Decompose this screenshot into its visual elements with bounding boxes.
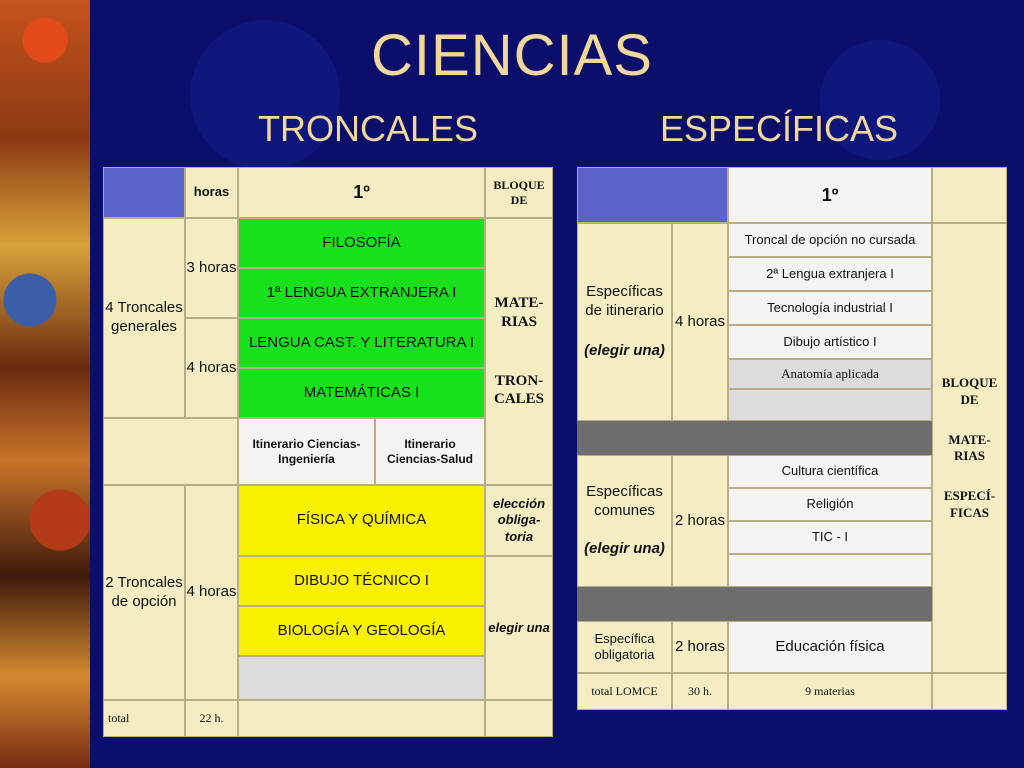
troncales-heading: TRONCALES bbox=[258, 108, 479, 149]
itinerario-ingenieria: Itinerario Ciencias-Ingeniería bbox=[238, 418, 375, 485]
subject-filosofia: FILOSOFÍA bbox=[238, 218, 485, 268]
troncales-table bbox=[103, 167, 553, 737]
itinerario-label-cell bbox=[577, 223, 672, 421]
elegir-una-label: (elegir una) bbox=[584, 342, 665, 360]
obligatoria-label: Específica obligatoria bbox=[577, 621, 672, 673]
especificas-table bbox=[577, 167, 1007, 710]
empty-subject bbox=[728, 389, 932, 421]
opcion-horas: 4 horas bbox=[185, 485, 238, 700]
separator-bar bbox=[577, 587, 932, 621]
subject-segunda-lengua: 2ª Lengua extranjera I bbox=[728, 257, 932, 291]
header-horas: horas bbox=[185, 167, 238, 218]
elegir-una: elegir una bbox=[485, 556, 553, 700]
horas-3: 3 horas bbox=[185, 218, 238, 318]
bloque-de: BLOQUE DE bbox=[941, 375, 998, 407]
elegir-una-label: (elegir una) bbox=[584, 540, 665, 558]
header-curso: 1º bbox=[238, 167, 485, 218]
total-horas: 22 h. bbox=[185, 700, 238, 737]
obligatoria-horas: 2 horas bbox=[672, 621, 728, 673]
bloque-troncales bbox=[485, 218, 553, 485]
bloque-materias: MATE- RIAS bbox=[948, 431, 991, 463]
table-corner bbox=[577, 167, 728, 223]
comunes-label-cell bbox=[577, 455, 672, 587]
header-empty bbox=[932, 167, 1007, 223]
subject-anatomia: Anatomía aplicada bbox=[728, 359, 932, 389]
empty-subject bbox=[728, 554, 932, 587]
total-materias: 9 materias bbox=[728, 673, 932, 710]
slide-title: CIENCIAS bbox=[371, 23, 653, 88]
subject-religion: Religión bbox=[728, 488, 932, 521]
subject-lengua-extranjera: 1ª LENGUA EXTRANJERA I bbox=[238, 268, 485, 318]
decorative-strip bbox=[0, 0, 90, 768]
total-empty bbox=[238, 700, 485, 737]
empty-subject bbox=[238, 656, 485, 700]
total-label: total LOMCE bbox=[577, 673, 672, 710]
opcion-label: 2 Troncales de opción bbox=[103, 485, 185, 700]
comunes-horas: 2 horas bbox=[672, 455, 728, 587]
header-bloque: BLOQUE DE bbox=[485, 167, 553, 218]
subject-lengua-castellana: LENGUA CAST. Y LITERATURA I bbox=[238, 318, 485, 368]
bloque-troncales-label: TRON- CALES bbox=[493, 372, 545, 408]
itinerario-salud: Itinerario Ciencias-Salud bbox=[375, 418, 485, 485]
total-empty bbox=[932, 673, 1007, 710]
total-horas: 30 h. bbox=[672, 673, 728, 710]
subject-matematicas: MATEMÁTICAS I bbox=[238, 368, 485, 418]
subject-cultura-cientifica: Cultura científica bbox=[728, 455, 932, 488]
subject-fisica-quimica: FÍSICA Y QUÍMICA bbox=[238, 485, 485, 556]
subject-biologia-geologia: BIOLOGÍA Y GEOLOGÍA bbox=[238, 606, 485, 656]
subject-tecnologia: Tecnología industrial I bbox=[728, 291, 932, 325]
eleccion-obligatoria: elección obliga- toria bbox=[485, 485, 553, 556]
empty-cell bbox=[103, 418, 238, 485]
comunes-label: Específicas comunes bbox=[586, 482, 663, 519]
horas-4: 4 horas bbox=[185, 318, 238, 418]
subject-educacion-fisica: Educación física bbox=[728, 621, 932, 673]
subject-troncal-opcion: Troncal de opción no cursada bbox=[728, 223, 932, 257]
total-empty bbox=[485, 700, 553, 737]
generales-label: 4 Troncales generales bbox=[103, 218, 185, 418]
subject-tic: TIC - I bbox=[728, 521, 932, 554]
itinerario-horas: 4 horas bbox=[672, 223, 728, 421]
especificas-heading: ESPECÍFICAS bbox=[660, 108, 899, 149]
separator-bar bbox=[577, 421, 932, 455]
itinerario-label: Específicas de itinerario bbox=[585, 282, 664, 319]
bloque-especificas-label: ESPECÍ- FICAS bbox=[943, 488, 996, 520]
subject-dibujo-artistico: Dibujo artístico I bbox=[728, 325, 932, 359]
header-curso: 1º bbox=[728, 167, 932, 223]
total-label: total bbox=[103, 700, 185, 737]
table-corner bbox=[103, 167, 185, 218]
subject-dibujo-tecnico: DIBUJO TÉCNICO I bbox=[238, 556, 485, 606]
bloque-materias: MATE- RIAS bbox=[494, 295, 544, 330]
bloque-especificas bbox=[932, 223, 1007, 673]
